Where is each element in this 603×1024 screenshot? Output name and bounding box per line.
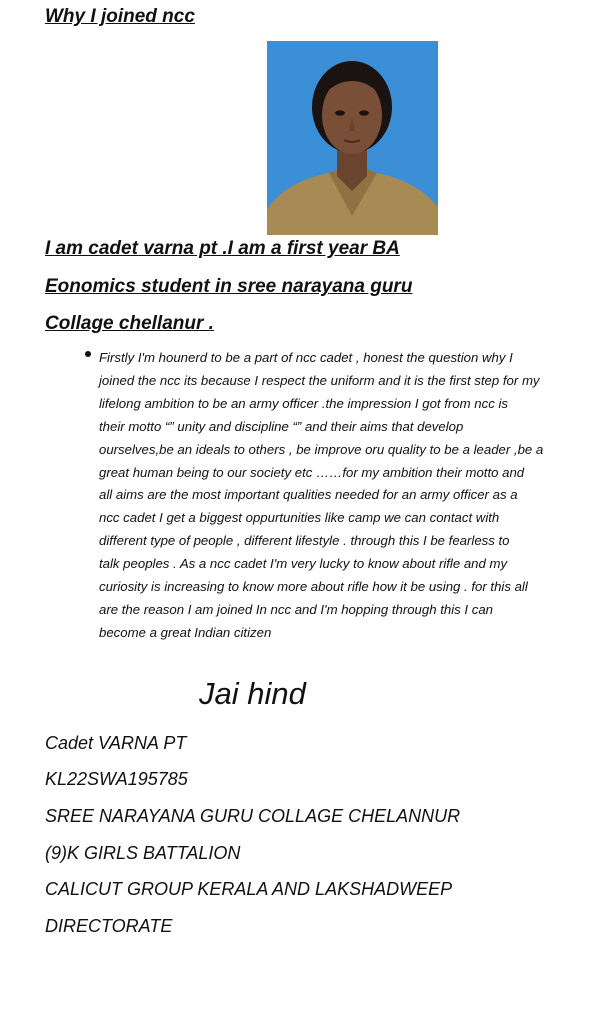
paragraph-line: different type of people , different lifestyle . through this I be fearless to [99,533,510,549]
signature-regimental-number: KL22SWA195785 [45,769,188,789]
intro-line-2: Eonomics student in sree narayana guru [45,276,413,297]
signature-battalion: (9)K GIRLS BATTALION [45,843,241,863]
paragraph-line: all aims are the most important qualities needed for an army officer as a [99,487,518,503]
paragraph-line: talk peoples . As a ncc cadet I'm very lucky to know about rifle and my [99,556,508,572]
closing-salute: Jai hind [199,676,306,711]
document-title: Why I joined ncc [45,6,195,27]
paragraph-line: ourselves,be an ideals to others , be improve oru quality to be a leader ,be a [99,441,544,457]
paragraph-line: curiosity is increasing to know more about rifle how it be using . for this all [99,579,528,595]
cadet-portrait-photo [267,41,438,235]
paragraph-line: ncc cadet I get a biggest oppurtunities like camp we can contact with [99,510,500,526]
paragraph-line: lifelong ambition to be an army officer .the impression I got from ncc is [99,395,508,411]
paragraph-line: their motto “” unity and discipline “” and their aims that develop [99,418,464,434]
signature-group: CALICUT GROUP KERALA AND LAKSHADWEEP [45,879,453,899]
paragraph-line: are the reason I am joined In ncc and I'm hopping through this I can [99,601,493,617]
paragraph-line: become a great Indian citizen [99,624,272,640]
intro-line-3: Collage chellanur . [45,313,214,334]
bullet-dot-icon [85,351,91,357]
paragraph-line: Firstly I'm hounerd to be a part of ncc cadet , honest the question why I [99,350,513,365]
signature-college: SREE NARAYANA GURU COLLAGE CHELANNUR [45,806,461,826]
paragraph-line: joined the ncc its because I respect the uniform and it is the first step for my [99,372,540,388]
reason-paragraph [99,347,569,645]
signature-name: Cadet VARNA PT [45,733,187,753]
paragraph-line: great human being to our society etc ……for my ambition their motto and [99,464,525,480]
intro-line-1: I am cadet varna pt .I am a first year BA [45,238,400,259]
signature-directorate: DIRECTORATE [45,916,173,936]
